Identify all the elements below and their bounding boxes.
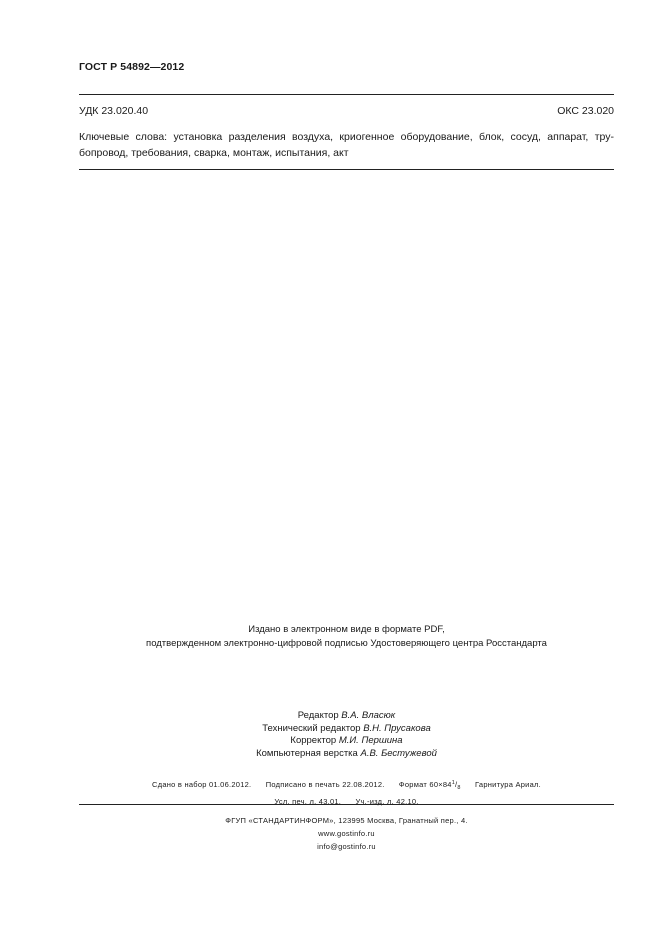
- signed-for-print: Подписано в печать 22.08.2012.: [265, 780, 385, 789]
- publisher-block: [79, 814, 614, 853]
- credit-role: Редактор: [297, 710, 339, 721]
- keywords-block: [79, 129, 614, 161]
- credit-role: Технический редактор: [262, 722, 361, 734]
- publisher-sheets: Уч.-изд. л. 42,10.: [355, 797, 419, 806]
- credit-person: А.В. Бестужевой: [360, 747, 437, 759]
- top-divider: [79, 94, 614, 95]
- paper-format-slash: /: [455, 780, 458, 789]
- credit-role: Корректор: [290, 735, 337, 746]
- credit-person: В.Н. Прусакова: [363, 722, 431, 734]
- publication-note-line-2: подтвержденном электронно-цифровой подписью Удостоверяющего центра Росстандарта: [146, 638, 547, 649]
- paper-format: [399, 780, 461, 789]
- publisher-email: info@gostinfo.ru: [317, 842, 376, 851]
- publication-note: [79, 623, 614, 651]
- print-info-row-1: [79, 776, 614, 795]
- paper-format-denominator: 8: [457, 785, 461, 791]
- publication-note-line-1: Издано в электронном виде в формате PDF,: [248, 624, 445, 635]
- publisher-address: ФГУП «СТАНДАРТИНФОРМ», 123995 Москва, Гранатный пер., 4.: [225, 816, 468, 825]
- typeface: Гарнитура Ариал.: [475, 780, 541, 789]
- keywords-divider: [79, 169, 614, 170]
- oks-code: ОКС 23.020: [557, 105, 614, 117]
- credit-technical-editor: [79, 723, 614, 736]
- standard-code: ГОСТ Р 54892—2012: [79, 61, 185, 73]
- keywords-line-1: Ключевые слова: установка разделения воздуха, криогенное оборудование, блок, сосуд, аппарат, тру-: [79, 131, 614, 143]
- credit-proofreader: [79, 735, 614, 748]
- footer-divider: [79, 804, 614, 805]
- publisher-website: www.gostinfo.ru: [318, 829, 375, 838]
- credit-person: М.И. Першина: [338, 735, 403, 746]
- credit-editor: [79, 710, 614, 723]
- paper-format-numerator: 1: [451, 780, 456, 786]
- printed-sheets: Усл. печ. л. 43,01.: [274, 797, 342, 806]
- paper-format-prefix: Формат 60×84: [398, 780, 452, 789]
- credit-layout: [79, 748, 614, 761]
- print-info-row-2: [79, 795, 614, 809]
- keywords-line-2: бопровод, требования, сварка, монтаж, испытания, акт: [79, 147, 349, 159]
- udk-code: УДК 23.020.40: [79, 105, 149, 117]
- publisher-contacts: [79, 827, 614, 853]
- sent-to-typesetting: Сдано в набор 01.06.2012.: [152, 780, 252, 789]
- credit-role: Компьютерная верстка: [256, 747, 358, 759]
- credit-person: В.А. Власюк: [341, 710, 396, 721]
- credits-block: [79, 710, 614, 760]
